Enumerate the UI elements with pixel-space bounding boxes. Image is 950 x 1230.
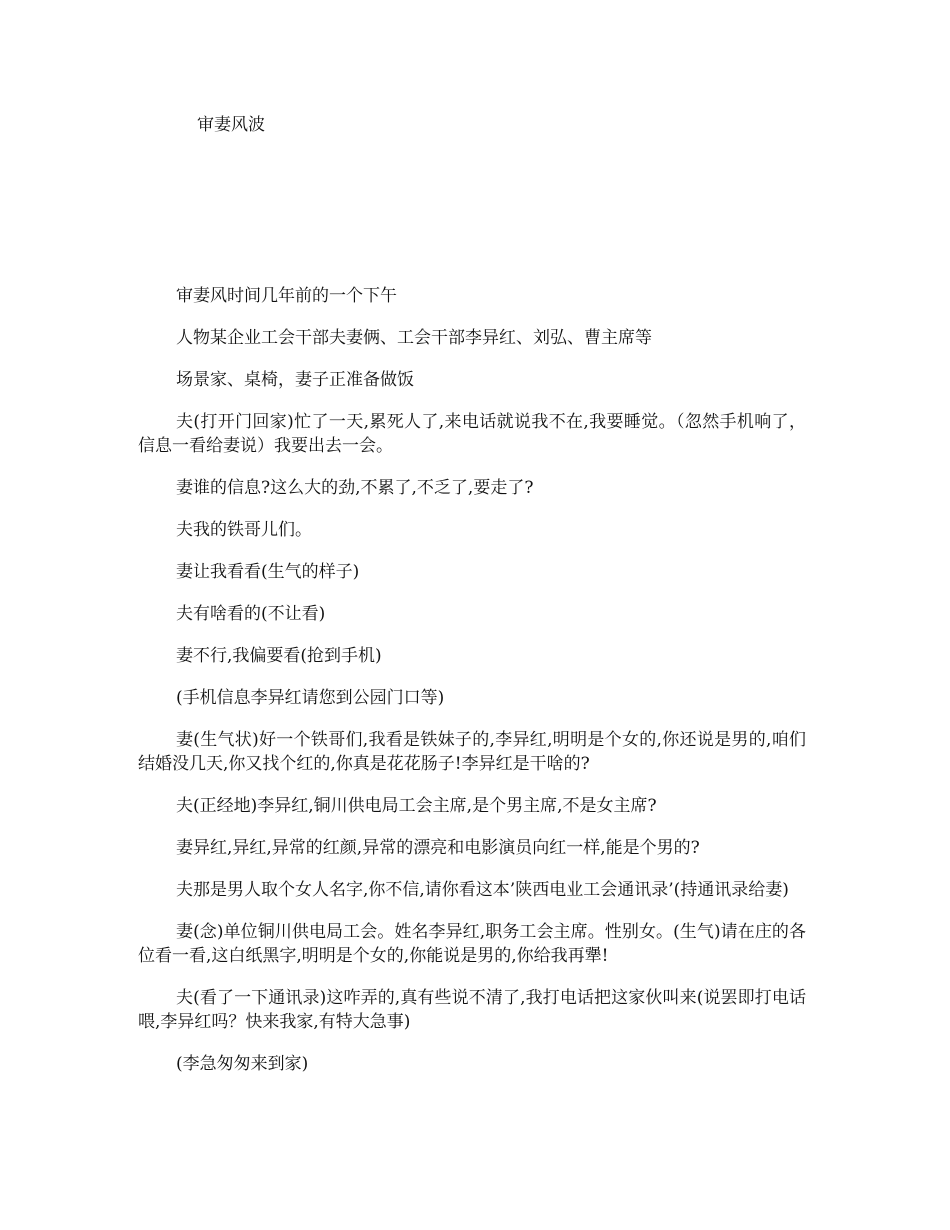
paragraph: 妻不行,我偏要看(抢到手机): [176, 646, 382, 666]
document-body: [138, 284, 806, 1094]
paragraph: 夫那是男人取个女人名字,你不信,请你看这本’陕西电业工会通讯录’(持通讯录给妻): [176, 880, 789, 900]
paragraph: 妻(生气状)好一个铁哥们,我看是铁妹子的,李异红,明明是个女的,你还说是男的,咱们结婚没几天,你又找个红的,你真是花花肠子!李异红是干啥的?: [138, 730, 806, 774]
paragraph: 妻(念)单位铜川供电局工会。姓名李异红,职务工会主席。性别女。(生气)请在庄的各位看一看,这白纸黑字,明明是个女的,你能说是男的,你给我再犟!: [138, 922, 806, 966]
paragraph: 夫我的铁哥儿们。: [176, 520, 312, 540]
paragraph: 场景家、桌椅，妻子正准备做饭: [176, 370, 414, 390]
paragraph: 审妻风时间几年前的一个下午: [176, 286, 397, 306]
paragraph: 妻谁的信息?这么大的劲,不累了,不乏了,要走了?: [176, 478, 534, 498]
document-title: 审妻风波: [197, 115, 265, 135]
paragraph: 夫(看了一下通讯录)这咋弄的,真有些说不清了,我打电话把这家伙叫来(说罢即打电话喂,李异红吗？快来我家,有特大急事): [138, 988, 806, 1032]
paragraph: (手机信息李异红请您到公园门口等): [176, 688, 445, 708]
paragraph: (李急匆匆来到家): [176, 1054, 309, 1074]
paragraph: 妻让我看看(生气的样子): [176, 562, 360, 582]
paragraph: 人物某企业工会干部夫妻俩、工会干部李异红、刘弘、曹主席等: [176, 328, 652, 348]
paragraph: 妻异红,异红,异常的红颜,异常的漂亮和电影演员向红一样,能是个男的?: [176, 838, 700, 858]
paragraph: 夫(打开门回家)忙了一天,累死人了,来电话就说我不在,我要睡觉。（忽然手机响了，信息一看给妻说）我要出去一会。: [138, 412, 806, 456]
paragraph: 夫有啥看的(不让看): [176, 604, 326, 624]
paragraph: 夫(正经地)李异红,铜川供电局工会主席,是个男主席,不是女主席?: [176, 796, 657, 816]
